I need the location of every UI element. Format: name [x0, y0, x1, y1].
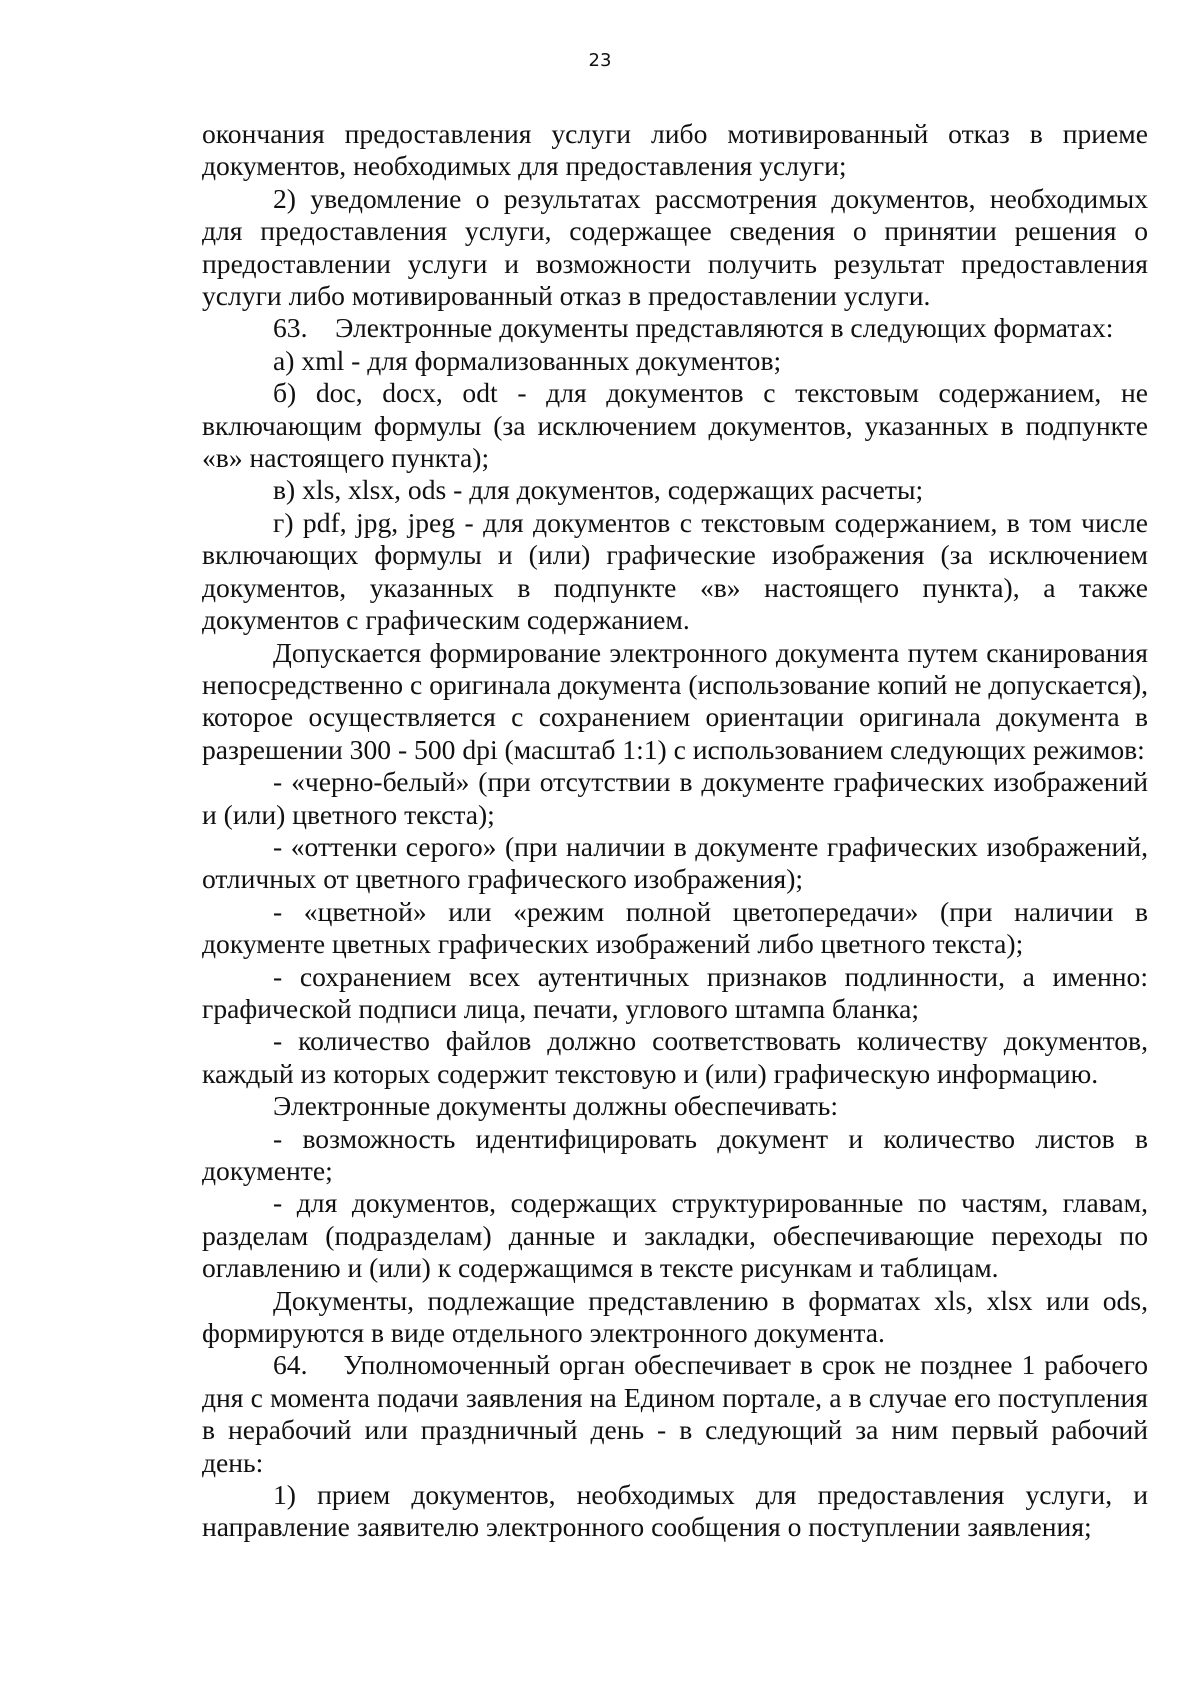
paragraph-requirements-intro: Электронные документы должны обеспечивать:: [273, 1090, 839, 1122]
paragraph-64-authority: 64. Уполномоченный орган обеспечивает в срок не позднее 1 рабочего дня с момента подачи заявления на Едином портале, а в случае его поступления в нерабочий или праздничный день - в следующий за ним первый рабочий день:: [202, 1349, 1148, 1478]
paragraph-mode-file-count: - количество файлов должно соответствовать количеству документов, каждый из которых содержит текстовую и (или) графическую информацию.: [202, 1025, 1148, 1089]
paragraph-format-b: б) doc, docx, odt - для документов с текстовым содержанием, не включающим формулы (за исключением документов, указанных в подпункте «в» настоящего пункта);: [202, 377, 1148, 474]
paragraph-requirement-structure: - для документов, содержащих структурированные по частям, главам, разделам (подразделам) данные и закладки, обеспечивающие переходы по оглавлению и (или) к содержащимся в тексте рисункам и таблицам.: [202, 1187, 1148, 1284]
paragraph-mode-grayscale: - «оттенки серого» (при наличии в документе графических изображений, отличных от цветного графического изображения);: [202, 830, 1148, 895]
paragraph-mode-bw: - «черно-белый» (при отсутствии в документе графических изображений и (или) цветного текста);: [202, 766, 1148, 830]
paragraph-requirement-identify: - возможность идентифицировать документ и количество листов в документе;: [202, 1122, 1148, 1186]
paragraph-mode-color: - «цветной» или «режим полной цветопередачи» (при наличии в документе цветных графических изображений либо цветного текста);: [202, 895, 1148, 960]
paragraph-mode-authenticity: - сохранением всех аутентичных признаков подлинности, а именно: графической подписи лица, печати, углового штампа бланка;: [202, 960, 1148, 1024]
paragraph-item-2-notification: 2) уведомление о результатах рассмотрения документов, необходимых для предоставления услуги, содержащее сведения о принятии решения о предоставлении услуги и возможности получить результат предоставления услуги либо мотивированный отказ в предоставлении услуги.: [202, 182, 1148, 312]
paragraph-continuation: окончания предоставления услуги либо мотивированный отказ в приеме документов, необходимых для предоставления услуги;: [202, 118, 1148, 182]
paragraph-format-v: в) xls, xlsx, ods - для документов, содержащих расчеты;: [273, 474, 924, 506]
paragraph-format-a: а) xml - для формализованных документов;: [273, 344, 782, 376]
paragraph-spreadsheets: Документы, подлежащие представлению в форматах xls, xlsx или ods, формируются в виде отдельного электронного документа.: [202, 1284, 1148, 1349]
page-number: 23: [588, 50, 612, 71]
paragraph-item-1-acceptance: 1) прием документов, необходимых для предоставления услуги, и направление заявителю электронного сообщения о поступлении заявления;: [202, 1479, 1148, 1543]
document-body: [202, 118, 1148, 1544]
paragraph-63-formats: 63. Электронные документы представляются в следующих форматах:: [273, 312, 1114, 344]
paragraph-scanning: Допускается формирование электронного документа путем сканирования непосредственно с оригинала документа (использование копий не допускается), которое осуществляется с сохранением ориентации оригинала документа в разрешении 300 - 500 dpi (масштаб 1:1) с использованием следующих режимов:: [202, 636, 1148, 765]
paragraph-format-g: г) pdf, jpg, jpeg - для документов с текстовым содержанием, в том числе включающих формулы и (или) графические изображения (за исключением документов, указанных в подпункте «в» настоящего пункта), а также документов с графическим содержанием.: [202, 506, 1148, 636]
